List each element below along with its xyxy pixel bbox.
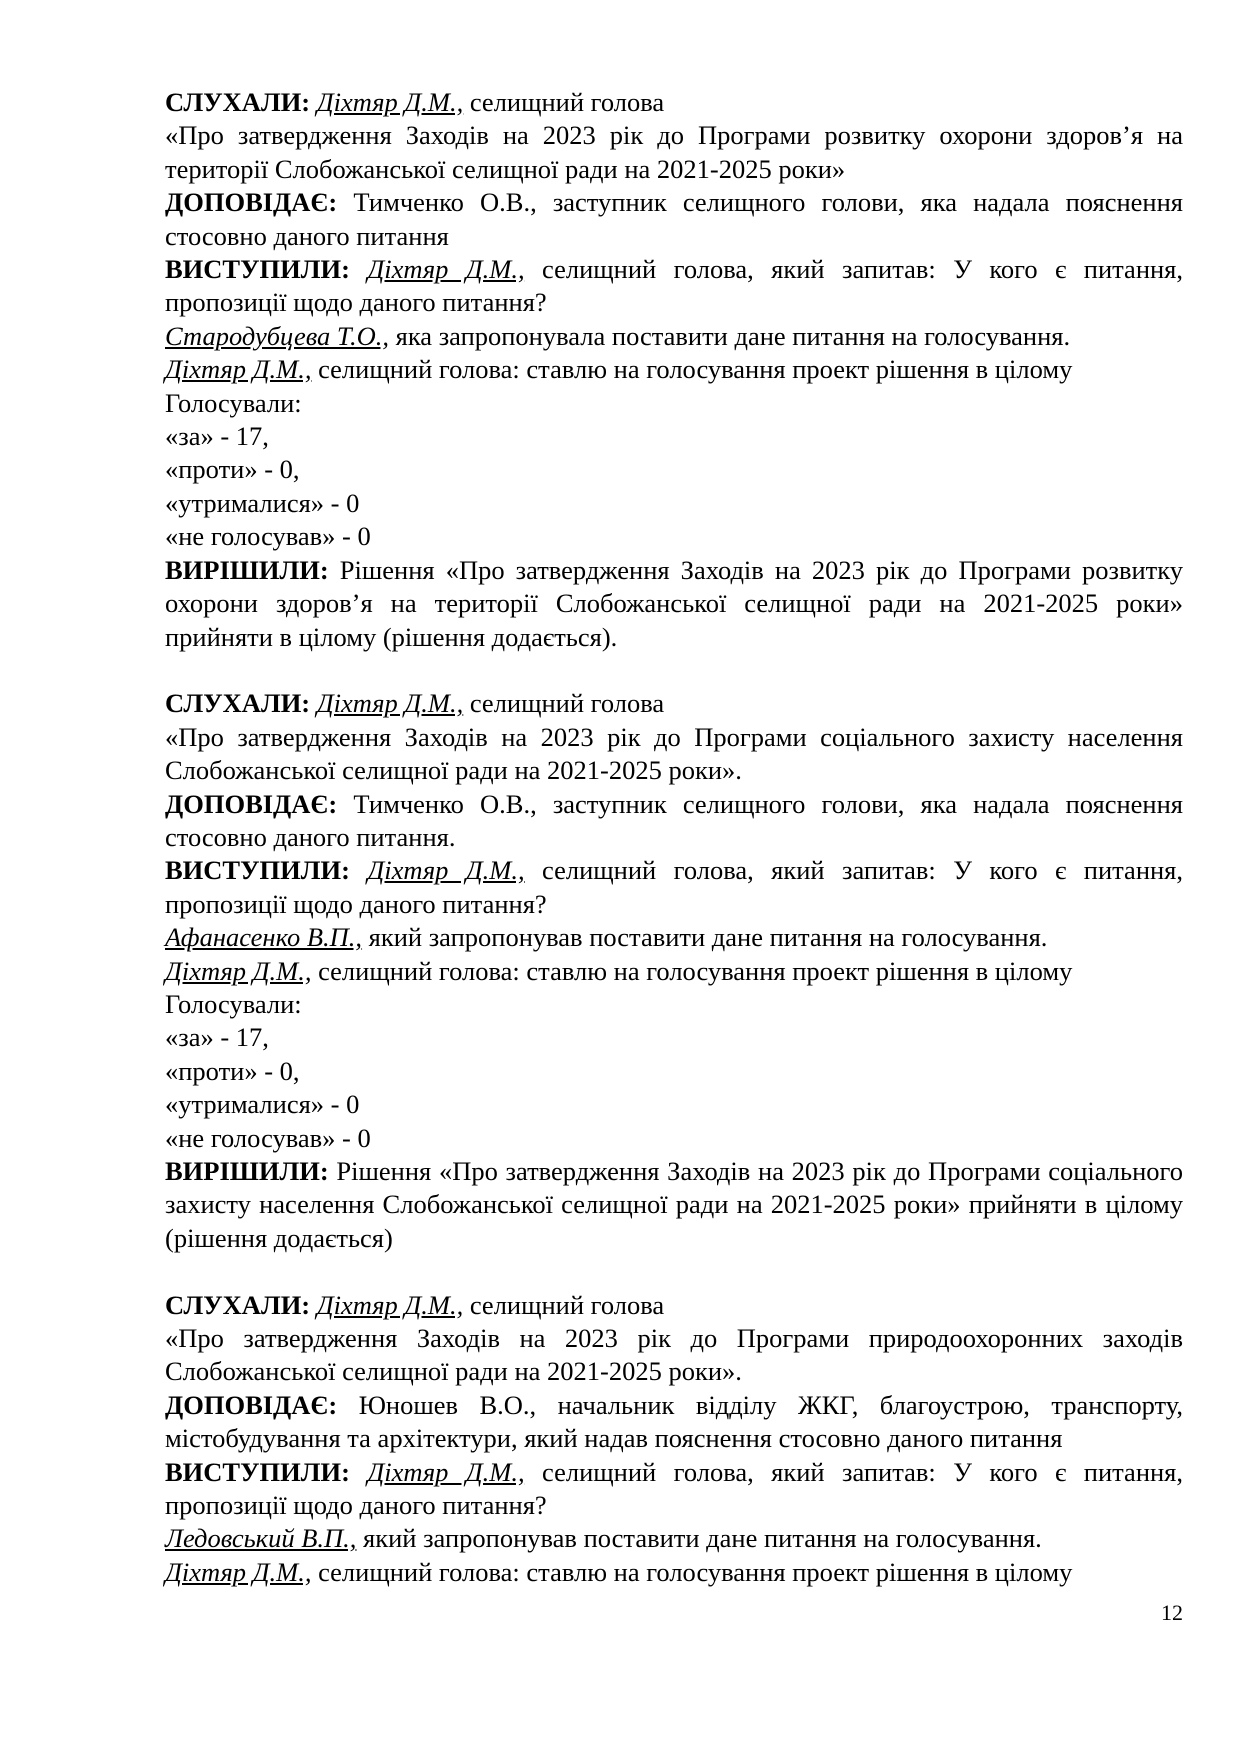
heard-role: селищний голова [463, 1289, 665, 1320]
decided-label: ВИРІШИЛИ: [165, 1155, 329, 1186]
spoke-speaker: Діхтяр Д.М., [367, 855, 525, 886]
decided-line [165, 1155, 1183, 1255]
heard-label: СЛУХАЛИ: [165, 87, 311, 117]
decided-label: ВИРІШИЛИ: [165, 554, 329, 585]
agenda-item-1 [165, 86, 1183, 654]
heard-speaker: Діхтяр Д.М., [316, 87, 464, 117]
heard-speaker: Діхтяр Д.М., [316, 1289, 464, 1320]
vote-not-voted: «не голосував» - 0 [165, 521, 371, 552]
spoke-speaker: Діхтяр Д.М., [367, 1456, 525, 1487]
chair-line [165, 955, 1183, 988]
spoke-text: селищний голова, який запитав: У кого є питання, пропозиції щодо даного питання? [165, 254, 1183, 318]
vote-for: «за» - 17, [165, 421, 269, 452]
proposer-name: Ледовський В.П., [165, 1523, 357, 1554]
reporter-label: ДОПОВІДАЄ: [165, 1389, 338, 1420]
agenda-item-3 [165, 1289, 1183, 1590]
spoke-speaker: Діхтяр Д.М., [367, 254, 525, 285]
topic-text: «Про затвердження Заходів на 2023 рік до Програми соціального захисту населення Слобожанської селищної ради на 2021-2025 роки». [165, 721, 1183, 786]
spoke-label: ВИСТУПИЛИ: [165, 1456, 350, 1487]
chair-line [165, 353, 1183, 386]
spoke-text: селищний голова, який запитав: У кого є питання, пропозиції щодо даного питання? [165, 1456, 1183, 1521]
proposer-text: який запропонував поставити дане питання на голосування. [362, 922, 1048, 953]
chair-line [165, 1556, 1183, 1589]
chair-text: селищний голова: ставлю на голосування проект рішення в цілому [311, 955, 1073, 986]
heard-line [165, 86, 1183, 119]
decided-text: Рішення «Про затвердження Заходів на 2023 рік до Програми розвитку охорони здоров’я на території Слобожанської селищної ради на 2021-2025 роки» прийняти в цілому (рішення додається). [165, 554, 1183, 652]
vote-against: «проти» - 0, [165, 454, 300, 485]
reporter-line [165, 1389, 1183, 1456]
reporter-line [165, 186, 1183, 253]
vote-abstained: «утрималися» - 0 [165, 487, 360, 518]
spoke-line [165, 253, 1183, 320]
decided-text: Рішення «Про затвердження Заходів на 2023 рік до Програми соціального захисту населення Слобожанської селищної ради на 2021-2025 роки» прийняти в цілому (рішення додається) [165, 1155, 1183, 1253]
proposer-name: Афанасенко В.П., [165, 922, 363, 953]
vote-for: «за» - 17, [165, 1022, 269, 1053]
heard-speaker: Діхтяр Д.М., [316, 688, 464, 719]
spoke-line [165, 854, 1183, 921]
chair-text: селищний голова: ставлю на голосування проект рішення в цілому [311, 1556, 1073, 1587]
spoke-label: ВИСТУПИЛИ: [165, 254, 350, 285]
spoke-line [165, 1456, 1183, 1523]
heard-line [165, 1289, 1183, 1322]
document-page [165, 86, 1183, 1589]
proposer-line [165, 1522, 1183, 1555]
reporter-text: Тимченко О.В., заступник селищного голови, яка надала пояснення стосовно даного питання. [165, 788, 1183, 852]
vote-not-voted: «не голосував» - 0 [165, 1122, 371, 1153]
spoke-label: ВИСТУПИЛИ: [165, 855, 350, 886]
agenda-item-2 [165, 687, 1183, 1255]
chair-name: Діхтяр Д.М., [165, 354, 312, 385]
vote-against: «проти» - 0, [165, 1055, 300, 1086]
chair-text: селищний голова: ставлю на голосування проект рішення в цілому [311, 354, 1073, 385]
heard-line [165, 687, 1183, 720]
reporter-line [165, 788, 1183, 855]
reporter-text: Тимченко О.В., заступник селищного голови, яка надала пояснення стосовно даного питання [165, 187, 1183, 251]
heard-label: СЛУХАЛИ: [165, 1289, 311, 1320]
reporter-label: ДОПОВІДАЄ: [165, 788, 338, 819]
topic-text: «Про затвердження Заходів на 2023 рік до Програми природоохоронних заходів Слобожанської селищної ради на 2021-2025 роки». [165, 1323, 1183, 1387]
page-number: 12 [1161, 1600, 1183, 1625]
voted-label: Голосували: [165, 387, 302, 418]
proposer-line [165, 320, 1183, 353]
heard-label: СЛУХАЛИ: [165, 688, 311, 719]
voted-label: Голосували: [165, 988, 302, 1019]
reporter-label: ДОПОВІДАЄ: [165, 187, 338, 218]
proposer-text: яка запропонувала поставити дане питання на голосування. [389, 320, 1071, 351]
spoke-text: селищний голова, який запитав: У кого є питання, пропозиції щодо даного питання? [165, 855, 1183, 919]
chair-name: Діхтяр Д.М., [165, 1556, 312, 1587]
topic-text: «Про затвердження Заходів на 2023 рік до Програми розвитку охорони здоров’я на території Слобожанської селищної ради на 2021-2025 роки» [165, 120, 1183, 184]
proposer-name: Стародубцева Т.О., [165, 320, 390, 351]
proposer-line [165, 921, 1183, 954]
vote-abstained: «утрималися» - 0 [165, 1089, 360, 1120]
proposer-text: який запропонував поставити дане питання на голосування. [356, 1523, 1042, 1554]
decided-line [165, 554, 1183, 654]
chair-name: Діхтяр Д.М., [165, 955, 312, 986]
reporter-text: Юношев В.О., начальник відділу ЖКГ, благоустрою, транспорту, містобудування та архітектури, який надав пояснення стосовно даного питання [165, 1389, 1183, 1454]
heard-role: селищний голова [463, 688, 665, 719]
heard-role: селищний голова [463, 87, 665, 117]
